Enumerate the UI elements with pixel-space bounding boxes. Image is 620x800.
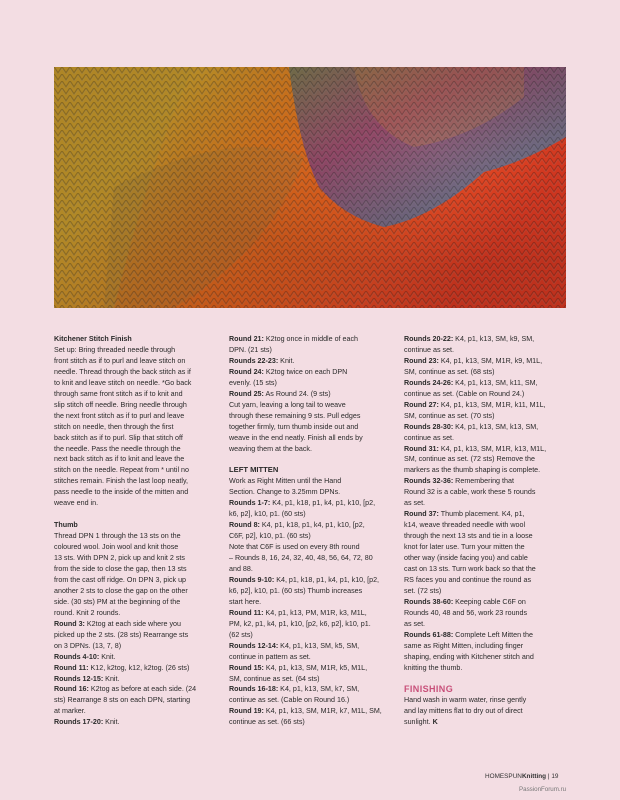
round-label: Round 37: — [404, 510, 439, 519]
round-line — [229, 378, 395, 389]
round-line — [404, 334, 568, 345]
column-3 — [404, 334, 568, 728]
kitchener-line: weave end in. — [54, 499, 99, 508]
round-text: K2tog at each side where you — [84, 619, 182, 628]
round-line — [404, 553, 568, 564]
left-line: Work as Right Mitten until the Hand — [229, 477, 342, 486]
round-line — [229, 695, 395, 706]
round-text: start here. — [229, 597, 262, 606]
round-line — [404, 630, 568, 641]
round-text: DPN. (21 sts) — [229, 345, 272, 354]
thumb-line: from the side to close the gap, then 13 sts — [54, 565, 187, 573]
round-label: Rounds 61-88: — [404, 630, 454, 639]
round-line — [229, 498, 395, 509]
round-text: knitting the thumb. — [404, 663, 463, 672]
round-line — [404, 652, 568, 663]
round-label: Rounds 12-14: — [229, 641, 279, 650]
round-line — [229, 597, 395, 608]
kitchener-line: pass needle to the inside of the mitten and — [54, 488, 189, 497]
note-line: – Rounds 8, 16, 24, 32, 40, 48, 56, 64, 72, 80 — [229, 554, 373, 563]
round-label: Round 24: — [229, 367, 264, 376]
round-line — [54, 630, 220, 641]
kitchener-line: Set up: Bring threaded needle through — [54, 345, 176, 354]
round-text: evenly. (15 sts) — [229, 378, 277, 387]
finishing-line: and lay mittens flat to dry out of direct — [404, 707, 523, 716]
round-line — [404, 641, 568, 652]
round-text: cast on 13 sts. Turn work back so that the — [404, 565, 536, 574]
round-line — [404, 663, 568, 674]
round-line — [54, 619, 220, 630]
round-line — [229, 356, 395, 367]
round-line — [229, 608, 395, 619]
kitchener-line: through same front stitch as if to knit and — [54, 389, 183, 398]
round-text: K2tog twice on each DPN — [263, 367, 348, 376]
kitchener-line: stitch on needle, then through the first — [54, 422, 174, 431]
magazine-name: HOMESPUN — [485, 773, 522, 780]
round-text: Knit. — [99, 652, 116, 661]
round-label: Rounds 17-20: — [54, 718, 104, 727]
section-name: Knitting — [521, 773, 547, 780]
round-text: K4, p1, k18, p1, k4, p1, k10, [p2, — [270, 499, 376, 508]
column-1 — [54, 334, 220, 728]
round-line — [404, 378, 568, 389]
knitted-yarn-photo — [54, 67, 566, 308]
cut-line: Cut yarn, leaving a long tail to weave — [229, 400, 346, 409]
cut-line: through these remaining 9 sts. Pull edges — [229, 411, 361, 420]
kitchener-line: stitch on the needle. Repeat from * until no — [54, 466, 189, 475]
thumb-line: 13 sts. With DPN 2, pick up and knit 2 sts — [54, 554, 185, 563]
round-text: shaping, ending with Kitchener stitch and — [404, 652, 534, 661]
round-line — [404, 564, 568, 575]
round-text: RS faces you and continue the round as — [404, 575, 532, 584]
round-text: As Round 24. (9 sts) — [263, 389, 331, 398]
thumb-line: round. Knit 2 rounds. — [54, 608, 121, 617]
round-text: C6F, p2], k10, p1. (60 sts) — [229, 532, 311, 541]
round-label: Rounds 28-30: — [404, 422, 454, 431]
round-text: sts) Rearrange 8 sts on each DPN, starting — [54, 696, 191, 705]
round-line — [404, 520, 568, 531]
cut-line: together firmly, turn thumb inside out and — [229, 422, 359, 431]
thumb-line: side. (30 sts) PM at the beginning of the — [54, 597, 181, 606]
round-line — [404, 542, 568, 553]
round-line — [229, 575, 395, 586]
round-label: Round 19: — [229, 707, 264, 716]
round-line — [54, 674, 220, 685]
round-text: K4, p1, k13, SM, k7, SM, — [278, 685, 360, 694]
note-line: and 88. — [229, 565, 253, 573]
end-mark-icon: K — [432, 718, 438, 727]
round-text: as set. — [404, 619, 426, 628]
thumb-line: from the cast off ridge. On DPN 3, pick up — [54, 575, 187, 584]
finishing-heading: FINISHING — [404, 684, 454, 695]
round-line — [404, 476, 568, 487]
round-label: Round 16: — [54, 685, 89, 694]
round-line — [229, 652, 395, 663]
round-text: K2tog as before at each side. (24 — [88, 685, 197, 694]
round-text: K4, p1, k13, SM, M1R, k7, M1L, SM, — [263, 707, 382, 716]
round-text: K4, p1, k13, SM, k5, SM, — [278, 641, 360, 650]
round-line — [404, 465, 568, 476]
round-line — [54, 652, 220, 663]
round-label: Rounds 12-15: — [54, 674, 104, 683]
left-line: Section. Change to 3.25mm DPNs. — [229, 488, 341, 497]
thumb-line: coloured wool. Join wool and knit those — [54, 543, 179, 552]
round-line — [404, 454, 568, 465]
thumb-heading: Thumb — [54, 521, 78, 530]
round-line — [54, 706, 220, 717]
round-text: Keeping cable C6F on — [453, 597, 526, 606]
round-line — [229, 334, 395, 345]
round-text: other way (inside facing you) and cable — [404, 554, 528, 563]
round-line — [404, 487, 568, 498]
round-label: Round 27: — [404, 400, 439, 409]
round-line — [404, 619, 568, 630]
finishing-line: Hand wash in warm water, rinse gently — [404, 696, 527, 705]
round-line — [404, 422, 568, 433]
kitchener-line: stitches remain. Finish the last loop neatly, — [54, 477, 189, 486]
round-label: Round 15: — [229, 663, 264, 672]
round-text: on 3 DPNs. (13, 7, 8) — [54, 641, 122, 650]
round-label: Round 23: — [404, 356, 439, 365]
round-text: k6, p2], k10, p1. (60 sts) — [229, 510, 306, 519]
round-line — [404, 433, 568, 444]
round-text: K4, p1, k13, SM, k9, SM, — [453, 335, 535, 343]
round-text: SM, continue as set. (70 sts) — [404, 411, 495, 420]
kitchener-line: next back stitch as if to knit and leave the — [54, 455, 185, 464]
finishing-line — [404, 717, 568, 728]
round-label: Rounds 1-7: — [229, 499, 271, 508]
round-line — [229, 531, 395, 542]
round-text: continue as set. (66 sts) — [229, 718, 305, 727]
round-text: K4, p1, k18, p1, k4, p1, k10, [p2, — [274, 575, 380, 584]
kitchener-line: back stitch as if to purl. Slip that stitch off — [54, 433, 183, 442]
round-text: SM, continue as set. (72 sts) Remove the — [404, 455, 535, 464]
round-line — [54, 695, 220, 706]
round-line — [229, 706, 395, 717]
round-text: continue as set. (Cable on Round 24.) — [404, 389, 525, 398]
round-text: Knit. — [278, 356, 295, 365]
round-text: SM, continue as set. (64 sts) — [229, 674, 320, 683]
round-text: Thumb placement. K4, p1, — [438, 510, 525, 519]
round-line — [404, 356, 568, 367]
round-text: at marker. — [54, 707, 86, 716]
round-line — [404, 345, 568, 356]
kitchener-line: the next front stitch as if to purl and leave — [54, 411, 185, 420]
round-line — [404, 575, 568, 586]
round-text: markers as the thumb shaping is complete. — [404, 466, 541, 475]
round-label: Rounds 4-10: — [54, 652, 100, 661]
round-text: through the next 13 sts and tie in a loose — [404, 532, 533, 541]
round-label: Rounds 22-23: — [229, 356, 279, 365]
round-line — [229, 367, 395, 378]
round-text: (62 sts) — [229, 630, 253, 639]
round-line — [404, 367, 568, 378]
round-text: continue as set. — [404, 345, 455, 354]
column-2 — [229, 334, 395, 728]
page-number: 19 — [551, 773, 559, 780]
round-text: Remembering that — [453, 477, 514, 486]
thumb-line: another 2 sts to close the gap on the other — [54, 586, 188, 595]
round-text: k6, p2], k10, p1. (60 sts) Thumb increases — [229, 586, 363, 595]
round-line — [404, 411, 568, 422]
round-text: PM, k2, p1, k4, p1, k10, [p2, k6, p2], k10, p1. — [229, 619, 371, 628]
round-label: Rounds 32-36: — [404, 477, 454, 486]
round-line — [229, 345, 395, 356]
round-line — [404, 389, 568, 400]
kitchener-line: needle. Thread through the back stitch as if — [54, 367, 191, 376]
round-line — [54, 684, 220, 695]
round-line — [229, 641, 395, 652]
round-line — [404, 444, 568, 455]
note-line: Note that C6F is used on every 8th round — [229, 543, 360, 552]
round-text: continue in pattern as set. — [229, 652, 311, 661]
kitchener-line: the needle. Pass the needle through the — [54, 444, 181, 453]
finishing-line-text: sunlight. — [404, 718, 431, 727]
round-text: knot for later use. Turn your mitten the — [404, 543, 525, 552]
round-line — [404, 597, 568, 608]
round-text: K12, k2tog, k12, k2tog. (26 sts) — [88, 663, 190, 672]
round-line — [404, 608, 568, 619]
round-line — [229, 684, 395, 695]
round-text: continue as set. (Cable on Round 16.) — [229, 696, 350, 705]
round-label: Round 25: — [229, 389, 264, 398]
round-text: K4, p1, k13, SM, M1R, k13, M1L, — [438, 444, 547, 453]
round-label: Rounds 16-18: — [229, 685, 279, 694]
round-line — [404, 586, 568, 597]
kitchener-line: to knit and leave stitch on needle. *Go back — [54, 378, 192, 387]
footer-separator: | — [547, 773, 550, 780]
kitchener-heading: Kitchener Stitch Finish — [54, 335, 132, 343]
round-text: K4, p1, k18, p1, k4, p1, k10, [p2, — [259, 521, 365, 530]
round-label: Rounds 24-26: — [404, 378, 454, 387]
round-text: picked up the 2 sts. (28 sts) Rearrange sts — [54, 630, 189, 639]
thumb-line: Thread DPN 1 through the 13 sts on the — [54, 532, 181, 541]
round-text: same as Right Mitten, including finger — [404, 641, 524, 650]
round-line — [404, 400, 568, 411]
round-line — [229, 586, 395, 597]
round-line — [229, 717, 395, 728]
round-label: Round 3: — [54, 619, 85, 628]
round-label: Rounds 20-22: — [404, 335, 454, 343]
round-text: Knit. — [103, 674, 120, 683]
round-line — [229, 663, 395, 674]
round-label: Round 21: — [229, 335, 264, 343]
round-line — [404, 531, 568, 542]
round-line — [229, 619, 395, 630]
page-footer — [485, 773, 558, 780]
cut-line: weave in the end neatly. Finish all ends by — [229, 433, 363, 442]
round-label: Round 11: — [229, 608, 264, 617]
round-text: SM, continue as set. (68 sts) — [404, 367, 495, 376]
round-text: K4, p1, k13, SM, k13, SM, — [453, 422, 539, 431]
round-text: Rounds 40, 48 and 56, work 23 rounds — [404, 608, 528, 617]
round-text: as set. — [404, 499, 426, 508]
watermark: PassionForum.ru — [519, 786, 567, 793]
kitchener-line: front stitch as if to purl and leave stitch on — [54, 356, 186, 365]
round-line — [54, 663, 220, 674]
round-text: Knit. — [103, 718, 120, 727]
kitchener-line: slip stitch off needle. Bring needle through — [54, 400, 187, 409]
round-text: K2tog once in middle of each — [263, 335, 359, 343]
round-text: k14, weave threaded needle with wool — [404, 521, 526, 530]
round-text: K4, p1, k13, PM, M1R, k3, M1L, — [263, 608, 367, 617]
left-mitten-heading: LEFT MITTEN — [229, 465, 279, 475]
round-line — [229, 389, 395, 400]
round-text: K4, p1, k13, SM, M1R, k5, M1L, — [263, 663, 368, 672]
round-text: K4, p1, k13, SM, k11, SM, — [453, 378, 538, 387]
round-text: continue as set. — [404, 433, 455, 442]
round-text: Round 32 is a cable, work these 5 rounds — [404, 488, 536, 497]
round-label: Rounds 38-60: — [404, 597, 454, 606]
round-label: Round 31: — [404, 444, 439, 453]
round-text: K4, p1, k13, SM, M1R, k11, M1L, — [438, 400, 546, 409]
round-label: Round 8: — [229, 521, 260, 530]
round-label: Round 11: — [54, 663, 89, 672]
round-text: K4, p1, k13, SM, M1R, k9, M1L, — [438, 356, 543, 365]
round-line — [229, 520, 395, 531]
round-line — [404, 509, 568, 520]
cut-line: weaving them at the back. — [229, 444, 312, 453]
round-label: Rounds 9-10: — [229, 575, 275, 584]
round-line — [229, 509, 395, 520]
round-line — [54, 717, 220, 728]
round-line — [54, 641, 220, 652]
round-line — [229, 630, 395, 641]
round-line — [229, 674, 395, 685]
round-text: Complete Left Mitten the — [453, 630, 533, 639]
round-text: set. (72 sts) — [404, 586, 442, 595]
round-line — [404, 498, 568, 509]
